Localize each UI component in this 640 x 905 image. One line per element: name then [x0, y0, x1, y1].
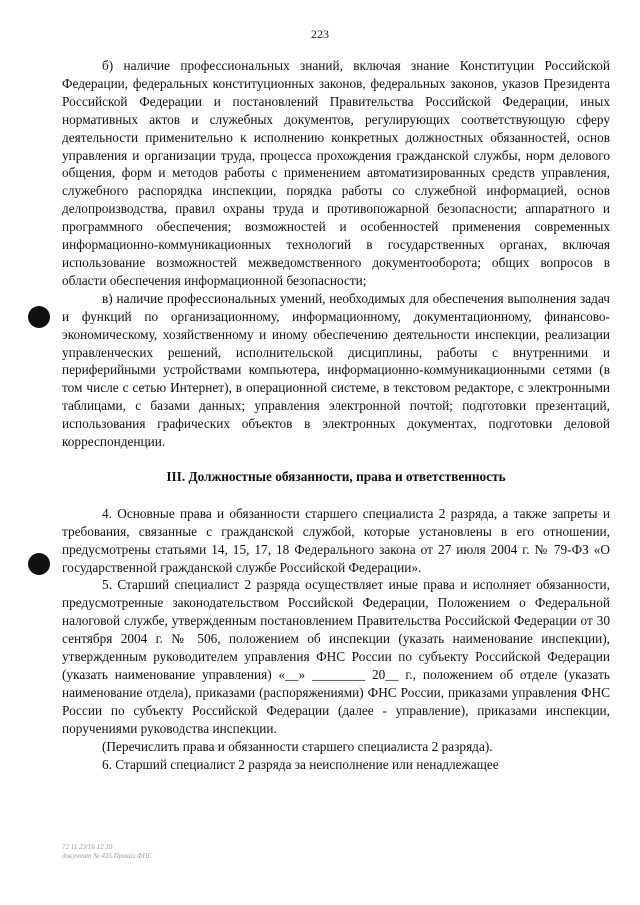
paragraph-5-other-rights: 5. Старший специалист 2 разряда осуществляет иные права и исполняет обязанности, предусмотренные законодательством Российской Федерации, Положением о Федеральной налоговой службе, утвержденным постановлением Правительства Российской Федерации от 30 сентября 2004 г. № 506, положением об инспекции (указать наименование инспекции), утвержденным руководителем управления ФНС России по субъекту Российской Федерации (указать наименование управления) «__» ________ 20__ г., положением об отделе (указать наименование отдела), приказами (распоряжениями) ФНС России, приказами управления ФНС России по субъекту Российской Федерации (далее - управление), приказами инспекции, поручениями руководства инспекции.	[62, 577, 610, 736]
document-body	[62, 57, 610, 773]
binder-hole-middle	[28, 553, 50, 575]
paragraph-professional-knowledge: б) наличие профессиональных знаний, включая знание Конституции Российской Федерации, федеральных конституционных законов, федеральных законов, указов Президента Российской Федерации и постановлений Правительства Российской Федерации, иных нормативных актов и служебных документов, регулирующих соответствующую сферу деятельности применительно к исполнению конкретных должностных обязанностей, основ управления и организации труда, процесса прохождения гражданской службы, норм делового общения, форм и методов работы с применением автоматизированных средств управления, служебного распорядка инспекции, порядка работы со служебной информацией, основ делопроизводства, правил охраны труда и противопожарной безопасности; аппаратного и программного обеспечения; возможностей и особенностей применения современных информационно-коммуникационных технологий в государственных органах, включая использование возможностей межведомственного документооборота; общих вопросов в области обеспечения информационной безопасности;	[62, 58, 610, 288]
section-heading: III. Должностные обязанности, права и ответственность	[166, 468, 506, 484]
page-number: 223	[311, 27, 329, 41]
footer-stamp	[62, 843, 152, 861]
paragraph-list-note: (Перечислить права и обязанности старшего специалиста 2 разряда).	[102, 738, 493, 754]
footer-line-1: 72 11 23/16 12 10	[62, 843, 113, 851]
footer-line-2: документ № 435 Приказ ФНС	[62, 852, 153, 860]
binder-hole-top	[28, 306, 50, 328]
paragraph-professional-skills: в) наличие профессиональных умений, необходимых для обеспечения выполнения задач и функций по организационному, информационному, документационному, финансово-экономическому, хозяйственному и иному обеспечению деятельности инспекции, реализации управленческих решений, исполнительской дисциплины, работы с внутренними и периферийными устройствами компьютера, информационно-коммуникационными сетями (в том числе с сетью Интернет), в операционной системе, в текстовом редакторе, с электронными таблицами, с базами данных; управления электронной почтой; подготовки презентаций, использования графических объектов в электронных документах, подготовки деловой корреспонденции.	[62, 290, 610, 450]
paragraph-6-responsibility: 6. Старший специалист 2 разряда за неисполнение или ненадлежащее	[102, 756, 499, 772]
paragraph-4-rights: 4. Основные права и обязанности старшего специалиста 2 разряда, а также запреты и требования, связанные с гражданской службой, которые установлены в его отношении, предусмотрены статьями 14, 15, 17, 18 Федерального закона от 27 июля 2004 г. № 79-ФЗ «О государственной гражданской службе Российской Федерации».	[62, 505, 610, 575]
